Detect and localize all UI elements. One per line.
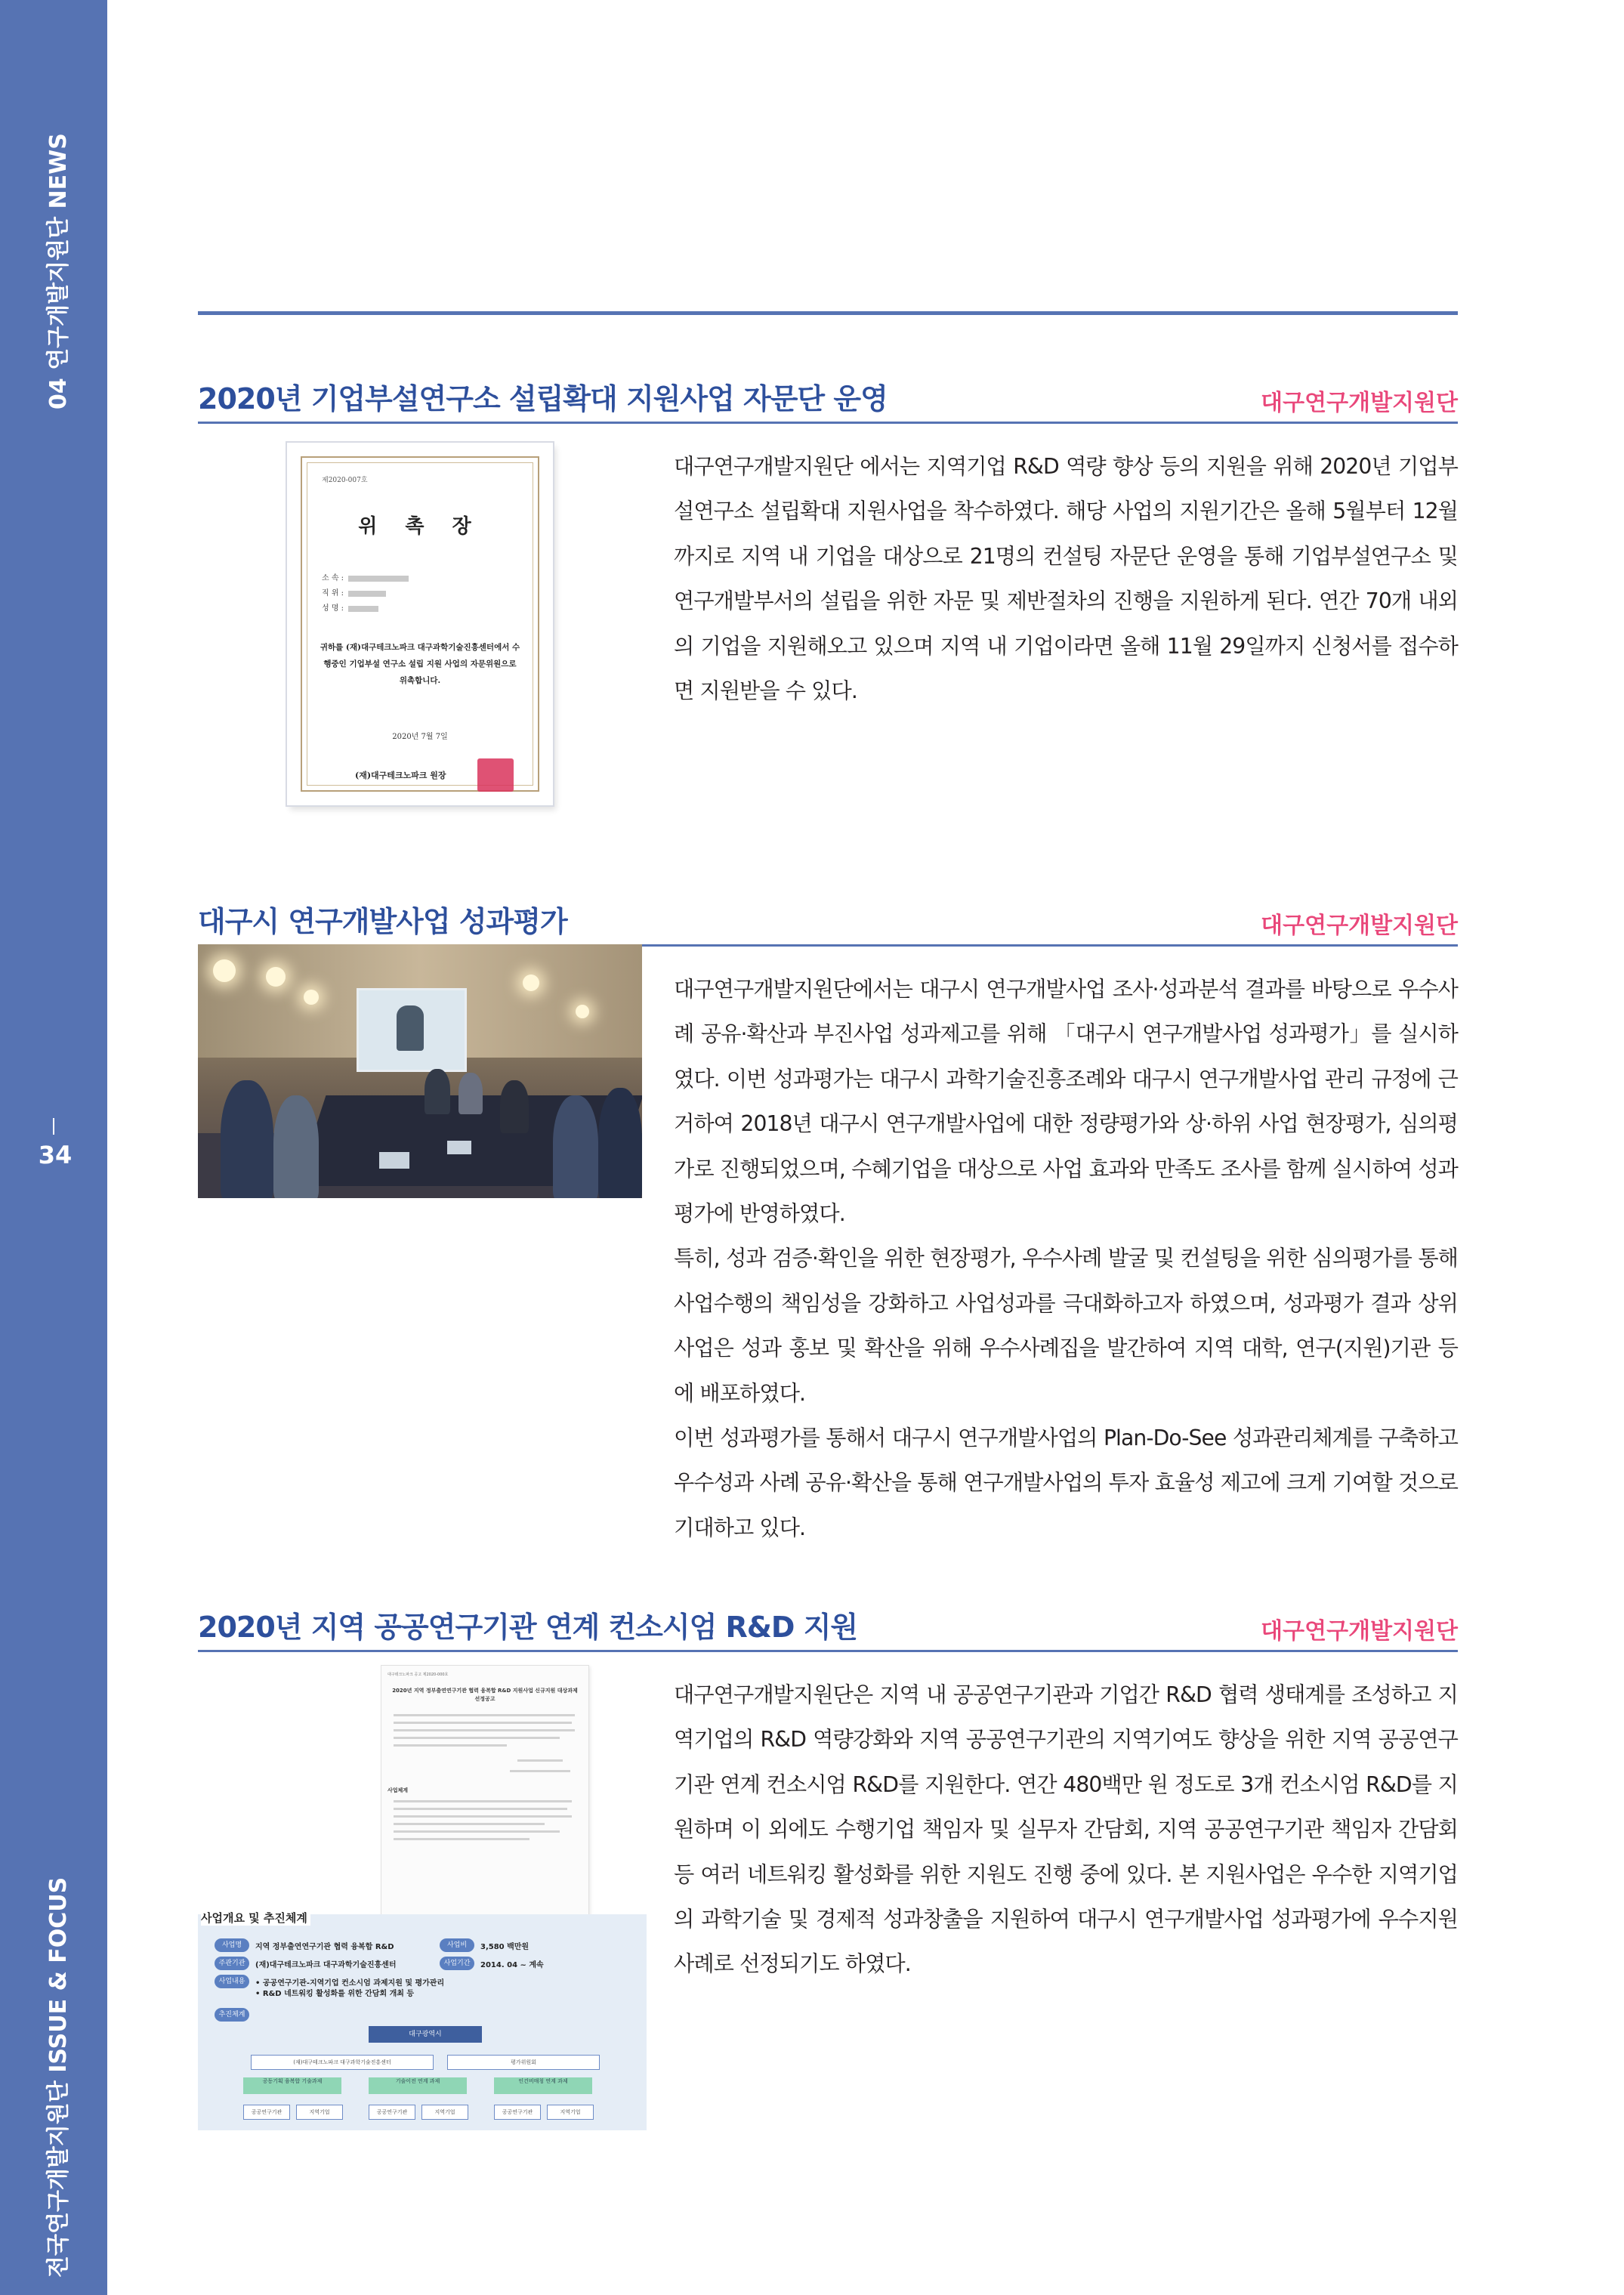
label-pill: 사업명 xyxy=(215,1938,249,1952)
section-title: 2020년 기업부설연구소 설립확대 지원사업 자문단 운영 xyxy=(198,382,888,415)
seal-stamp-icon xyxy=(477,758,514,792)
chart-group: 기술이전 연계 과제 xyxy=(369,2077,467,2094)
paragraph: 특히, 성과 검증·확인을 위한 현장평가, 우수사례 발굴 및 컨설팅을 위한 심의평가를 통해 사업수행의 책임성을 강화하고 사업성과를 극대화하고자 하였으며, 성과평가 결과 상위사업은 성과 홍보 및 확산을 위해 우수사례집을 발간하여 지역 대학, 연구(지원)기관 등에 배포하였다. xyxy=(674,1246,1458,1406)
sidebar-publication-label: 전국연구개발지원단 ISSUE & FOCUS xyxy=(45,1876,72,2278)
label-pill: 주관기관 xyxy=(215,1957,249,1970)
blurred-value xyxy=(348,576,409,582)
section-title: 2020년 지역 공공연구기관 연계 컨소시엄 R&D 지원 xyxy=(198,1611,858,1644)
chart-unit: 공공연구기관 xyxy=(243,2105,290,2120)
project-period: 2014. 04 ~ 계속 xyxy=(480,1961,544,1969)
project-name: 지역 정부출연연구기관 협력 융복합 R&D xyxy=(255,1943,394,1951)
certificate-title: 위 촉 장 xyxy=(358,515,482,538)
project-content: • 공공연구기관-지역기업 컨소시엄 과제지원 및 평가관리 xyxy=(255,1979,445,1988)
certificate-border xyxy=(301,456,539,792)
certificate-signature: (재)대구테크노파크 원장 xyxy=(355,771,446,780)
chart-node: 평가위원회 xyxy=(447,2055,600,2070)
overview-title: 사업개요 및 추진체계 xyxy=(201,1908,310,1926)
certificate-field-label: 성 명 : xyxy=(322,604,344,613)
label-pill: 사업비 xyxy=(440,1938,474,1952)
chart-top-node: 대구광역시 xyxy=(369,2026,482,2043)
certificate-image xyxy=(287,443,553,805)
section-organization: 대구연구개발지원단 xyxy=(1261,1618,1458,1645)
section-body xyxy=(674,1673,1458,1987)
evaluation-meeting-photo xyxy=(198,944,642,1198)
section-body xyxy=(674,967,1458,1550)
consortium-brochure-image xyxy=(198,1650,647,2130)
section-organization: 대구연구개발지원단 xyxy=(1261,390,1458,416)
paragraph: 대구연구개발지원단은 지역 내 공공연구기관과 기업간 R&D 협력 생태계를 조성하고 지역기업의 R&D 역량강화와 지역 공공연구기관의 지역기여도 향상을 위한 지역 공공연구기관 연계 컨소시엄 R&D를 지원한다. 연간 480백만 원 정도로 3개 컨소시엄 R&D를 지원하며 이 외에도 수행기업 책임자 및 실무자 간담회, 지역 공공연구기관 책임자 간담회 등 여러 네트워킹 활성화를 위한 지원도 진행 중에 있다. 본 지원사업은 우수한 지역기업의 과학기술 및 경제적 성과창출을 지원하여 대구시 연구개발사업 성과평가에 우수지원사례로 선정되기도 하였다. xyxy=(674,1682,1458,1977)
projector-screen xyxy=(357,988,467,1072)
section-header xyxy=(198,376,1458,424)
document-header: 대구테크노파크 공고 제2020-000호 xyxy=(387,1673,449,1677)
certificate-date: 2020년 7월 7일 xyxy=(392,733,448,741)
label-pill: 추진체계 xyxy=(215,2008,249,2022)
project-overview-panel xyxy=(198,1911,647,2130)
chart-unit: 공공연구기관 xyxy=(494,2105,541,2120)
announcement-document xyxy=(381,1665,589,1943)
section-performance-evaluation xyxy=(198,899,1458,1540)
chart-unit: 지역기업 xyxy=(547,2105,594,2120)
chart-node: (재)대구테크노파크 대구과학기술진흥센터 xyxy=(251,2055,434,2070)
label-pill: 사업기간 xyxy=(440,1957,474,1970)
section-lab-support xyxy=(198,376,1458,780)
chart-group: 공동기획 융복합 기술과제 xyxy=(243,2077,341,2094)
chart-unit: 지역기업 xyxy=(421,2105,468,2120)
section-body xyxy=(674,444,1458,713)
sidebar xyxy=(0,0,107,2295)
chart-unit: 공공연구기관 xyxy=(369,2105,415,2120)
label-pill: 사업내용 xyxy=(215,1975,249,1988)
section-organization: 대구연구개발지원단 xyxy=(1261,913,1458,939)
project-organization: (재)대구테크노파크 대구과학기술진흥센터 xyxy=(255,1961,397,1969)
section-header xyxy=(198,899,1458,947)
paragraph: 대구연구개발지원단 에서는 지역기업 R&D 역량 향상 등의 지원을 위해 2020년 기업부설연구소 설립확대 지원사업을 착수하였다. 해당 사업의 지원기간은 올해 5월부터 12월 까지로 지역 내 기업을 대상으로 21명의 컨설팅 자문단 운영을 통해 기업부설연구소 및 연구개발부서의 설립을 위한 자문 및 제반절차의 진행을 지원하게 된다. 연간 70개 내외의 기업을 지원해오고 있으며 지역 내 기업이라면 올해 11월 29일까지 신청서를 접수하면 지원받을 수 있다. xyxy=(674,454,1458,704)
certificate-field-label: 소 속 : xyxy=(322,574,344,582)
certificate-fields xyxy=(322,571,409,616)
document-section-label: 사업체계 xyxy=(387,1787,409,1793)
chart-group: 인건비매칭 연계 과제 xyxy=(494,2077,592,2094)
section-consortium-rnd xyxy=(198,1605,1458,2115)
document-title: 2020년 지역 정부출연연구기관 협력 융복합 R&D 지원사업 신규지원 대상과제 선정공고 xyxy=(392,1688,578,1702)
blurred-value xyxy=(348,591,386,597)
page-number-tick xyxy=(53,1118,54,1135)
paragraph: 대구연구개발지원단에서는 대구시 연구개발사업 조사·성과분석 결과를 바탕으로 우수사례 공유·확산과 부진사업 성과제고를 위해 「대구시 연구개발사업 성과평가」를 실시하였다. 이번 성과평가는 대구시 과학기술진흥조례와 대구시 연구개발사업 관리 규정에 근거하여 2018년 대구시 연구개발사업에 대한 정량평가와 상·하위 사업 현장평가, 심의평가로 진행되었으며, 수혜기업을 대상으로 사업 효과와 만족도 조사를 함께 실시하여 성과평가에 반영하였다. xyxy=(674,977,1458,1227)
chart-unit: 지역기업 xyxy=(296,2105,343,2120)
certificate-number: 제2020-007호 xyxy=(322,477,368,484)
paragraph: 이번 성과평가를 통해서 대구시 연구개발사업의 Plan-Do-See 성과관리체계를 구축하고 우수성과 사례 공유·확산을 통해 연구개발사업의 투자 효율성 제고에 크게 기여할 것으로 기대하고 있다. xyxy=(674,1425,1458,1540)
top-divider xyxy=(198,311,1458,315)
certificate-body: 귀하를 (재)대구테크노파크 대구과학기술진흥센터에서 수행중인 기업부설 연구소 설립 지원 사업의 자문위원으로 위촉합니다. xyxy=(320,643,520,685)
blurred-value xyxy=(348,606,378,612)
section-header xyxy=(198,1605,1458,1652)
certificate-field-label: 직 위 : xyxy=(322,589,344,598)
section-title: 대구시 연구개발사업 성과평가 xyxy=(198,905,567,938)
project-budget: 3,580 백만원 xyxy=(480,1943,529,1951)
project-content: • R&D 네트워킹 활성화를 위한 간담회 개최 등 xyxy=(255,1990,415,1998)
sidebar-section-label: 04 연구개발지원단 NEWS xyxy=(45,133,72,409)
page-number: 34 xyxy=(38,1141,73,1169)
